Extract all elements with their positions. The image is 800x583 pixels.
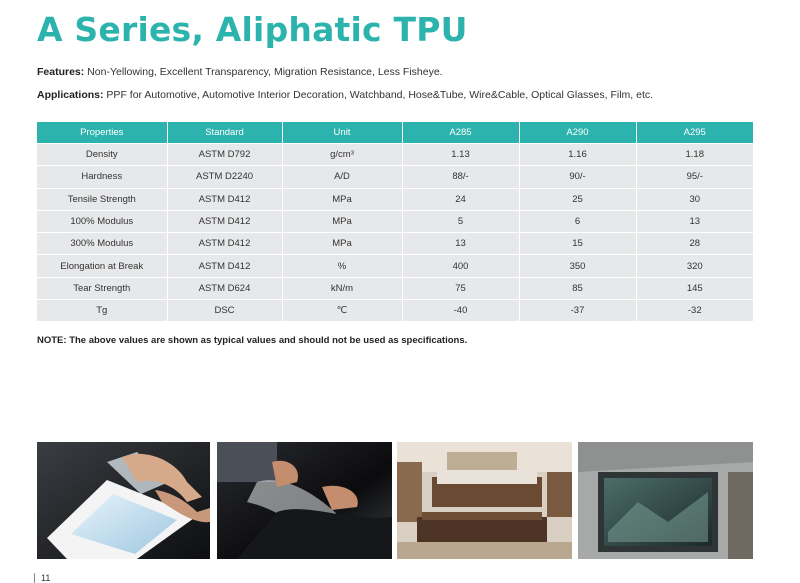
table-cell: MPa (282, 233, 402, 255)
table-cell: -32 (636, 300, 753, 322)
table-cell: 28 (636, 233, 753, 255)
features-line (37, 66, 443, 78)
page-number: 11 (34, 573, 50, 583)
table-cell: Hardness (37, 166, 167, 188)
table-cell: 15 (519, 233, 636, 255)
table-cell: 320 (636, 255, 753, 277)
table-cell: ASTM D412 (167, 210, 282, 232)
table-cell: 13 (402, 233, 519, 255)
table-cell: ASTM D412 (167, 233, 282, 255)
table-row (37, 277, 753, 299)
table-header-row (37, 122, 753, 144)
table-cell: Elongation at Break (37, 255, 167, 277)
applications-line (37, 89, 653, 101)
table-cell: ASTM D2240 (167, 166, 282, 188)
applications-label: Applications: (37, 89, 104, 101)
table-cell: 100% Modulus (37, 210, 167, 232)
table-cell: DSC (167, 300, 282, 322)
table-row (37, 210, 753, 232)
table-row (37, 144, 753, 166)
header-a290: A290 (519, 122, 636, 144)
table-cell: 350 (519, 255, 636, 277)
table-cell: 24 (402, 188, 519, 210)
table-cell: kN/m (282, 277, 402, 299)
properties-table (37, 122, 753, 321)
table-cell: Tensile Strength (37, 188, 167, 210)
features-text: Non-Yellowing, Excellent Transparency, Migration Resistance, Less Fisheye. (84, 66, 443, 78)
table-cell: 85 (519, 277, 636, 299)
table-cell: 1.16 (519, 144, 636, 166)
applications-text: PPF for Automotive, Automotive Interior Decoration, Watchband, Hose&Tube, Wire&Cable, Optical Glasses, Film, etc. (103, 89, 654, 101)
table-cell: ASTM D792 (167, 144, 282, 166)
table-row (37, 233, 753, 255)
table-cell: -40 (402, 300, 519, 322)
table-cell: g/cm³ (282, 144, 402, 166)
table-row (37, 255, 753, 277)
window-photo (578, 442, 753, 559)
table-cell: 6 (519, 210, 636, 232)
table-cell: 1.13 (402, 144, 519, 166)
table-cell: Tg (37, 300, 167, 322)
table-cell: A/D (282, 166, 402, 188)
table-cell: 5 (402, 210, 519, 232)
header-unit: Unit (282, 122, 402, 144)
table-row (37, 300, 753, 322)
table-cell: ASTM D412 (167, 255, 282, 277)
table-cell: 90/- (519, 166, 636, 188)
phone-film-photo (37, 442, 210, 559)
table-cell: 88/- (402, 166, 519, 188)
table-cell: ASTM D412 (167, 188, 282, 210)
table-cell: Tear Strength (37, 277, 167, 299)
table-row (37, 166, 753, 188)
table-row (37, 188, 753, 210)
table-cell: 95/- (636, 166, 753, 188)
table-cell: % (282, 255, 402, 277)
page-title: A Series, Aliphatic TPU (37, 10, 468, 49)
table-cell: 75 (402, 277, 519, 299)
specification-note: NOTE: The above values are shown as typical values and should not be used as specifications. (37, 335, 468, 346)
table-cell: MPa (282, 188, 402, 210)
table-cell: 30 (636, 188, 753, 210)
table-cell: ASTM D624 (167, 277, 282, 299)
table-cell: 145 (636, 277, 753, 299)
header-a285: A285 (402, 122, 519, 144)
table-cell: ℃ (282, 300, 402, 322)
table-cell: 400 (402, 255, 519, 277)
table-cell: MPa (282, 210, 402, 232)
header-standard: Standard (167, 122, 282, 144)
car-wrap-photo (217, 442, 392, 559)
table-cell: Density (37, 144, 167, 166)
features-label: Features: (37, 66, 85, 78)
header-properties: Properties (37, 122, 167, 144)
table-cell: 300% Modulus (37, 233, 167, 255)
table-cell: 25 (519, 188, 636, 210)
table-cell: -37 (519, 300, 636, 322)
table-cell: 1.18 (636, 144, 753, 166)
header-a295: A295 (636, 122, 753, 144)
interior-photo (397, 442, 572, 559)
table-cell: 13 (636, 210, 753, 232)
